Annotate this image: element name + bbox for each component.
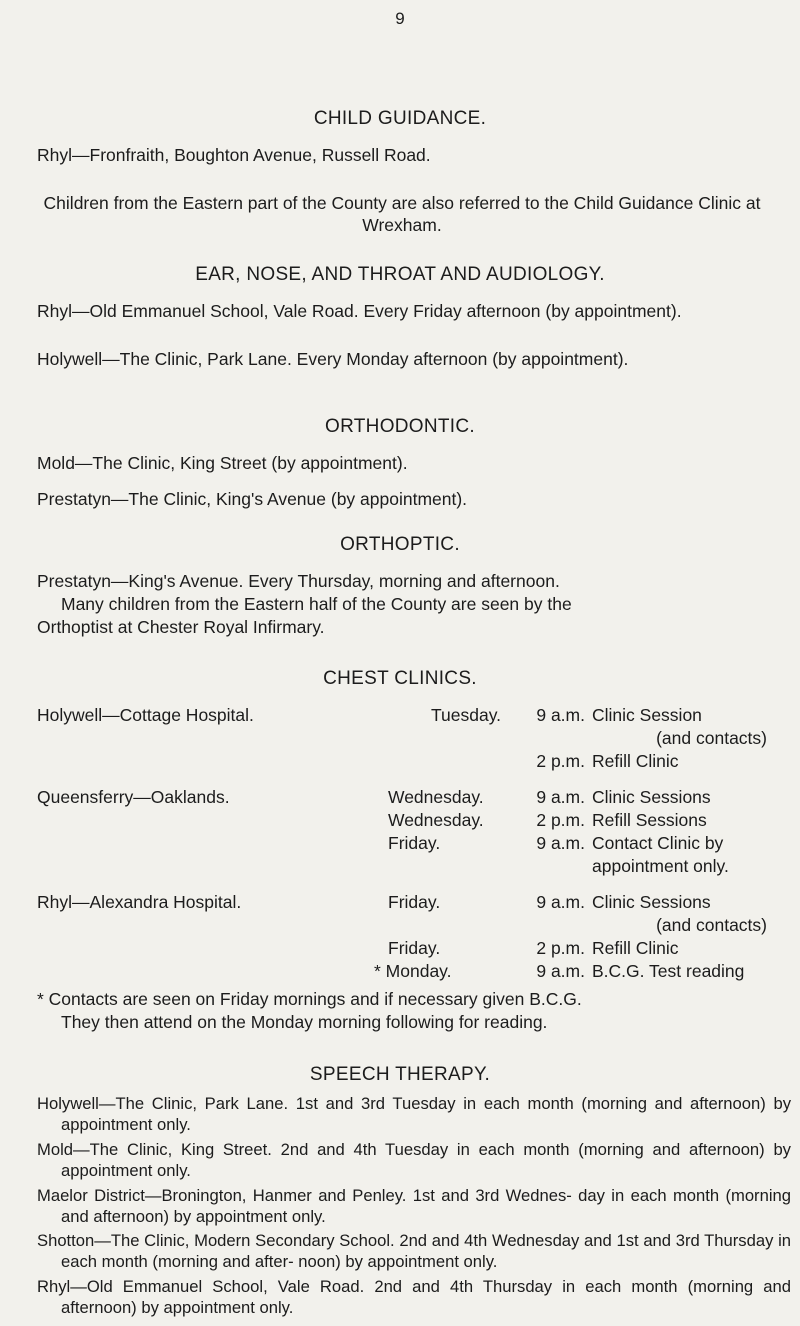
ent-holywell: Holywell—The Clinic, Park Lane. Every Monday afternoon (by appointment). <box>37 349 629 369</box>
chest-day: * Monday. <box>374 961 452 981</box>
child-guidance-heading: CHILD GUIDANCE. <box>313 108 487 129</box>
orthoptic-line3: Orthoptist at Chester Royal Infirmary. <box>37 617 325 637</box>
chest-desc: Clinic Sessions <box>592 892 711 912</box>
chest-place: Holywell—Cottage Hospital. <box>37 705 254 725</box>
chest-time: 9 a.m. <box>536 961 585 981</box>
chest-place: Rhyl—Alexandra Hospital. <box>37 892 242 912</box>
chest-time: 9 a.m. <box>536 705 585 725</box>
chest-place: Queensferry—Oaklands. <box>37 787 230 807</box>
chest-note-line1: * Contacts are seen on Friday mornings and if necessary given B.C.G. <box>37 989 582 1009</box>
speech-maelor: Maelor District—Bronington, Hanmer and Penley. 1st and 3rd Wednes- day in each month (morning and afternoon) by appointment only. <box>37 1185 791 1226</box>
orthodontic-prestatyn: Prestatyn—The Clinic, King's Avenue (by appointment). <box>37 489 468 509</box>
orthoptic-line2: Many children from the Eastern half of the County are seen by the <box>61 594 572 614</box>
chest-time: 2 p.m. <box>536 810 585 830</box>
ent-rhyl: Rhyl—Old Emmanuel School, Vale Road. Every Friday afternoon (by appointment). <box>37 301 682 321</box>
chest-day: Friday. <box>388 833 441 853</box>
chest-time: 9 a.m. <box>536 787 585 807</box>
chest-time: 2 p.m. <box>536 751 585 771</box>
chest-heading: CHEST CLINICS. <box>323 668 477 689</box>
orthoptic-line1: Prestatyn—King's Avenue. Every Thursday, morning and afternoon. <box>37 571 560 591</box>
chest-day: Wednesday. <box>388 787 484 807</box>
chest-desc: Refill Sessions <box>592 810 707 830</box>
chest-day: Tuesday. <box>431 705 502 725</box>
speech-holywell: Holywell—The Clinic, Park Lane. 1st and 3rd Tuesday in each month (morning and afternoon) by appointment only. <box>37 1094 791 1134</box>
orthodontic-mold: Mold—The Clinic, King Street (by appointment). <box>37 453 408 473</box>
chest-desc: Clinic Sessions <box>592 787 711 807</box>
child-guidance-para: Children from the Eastern part of the County are also referred to the Child Guidance Clinic at Wrexham. <box>43 193 761 235</box>
chest-day: Wednesday. <box>388 810 484 830</box>
speech-heading: SPEECH THERAPY. <box>309 1064 491 1085</box>
orthoptic-heading: ORTHOPTIC. <box>340 534 460 555</box>
page-number: 9 <box>395 9 405 28</box>
speech-mold: Mold—The Clinic, King Street. 2nd and 4th Tuesday in each month (morning and afternoon) by appointment only. <box>37 1139 791 1180</box>
chest-desc: appointment only. <box>592 856 729 876</box>
chest-desc: Clinic Session <box>592 705 702 725</box>
speech-rhyl: Rhyl—Old Emmanuel School, Vale Road. 2nd and 4th Thursday in each month (morning and afternoon) by appointment only. <box>37 1277 791 1318</box>
chest-time: 2 p.m. <box>536 938 585 958</box>
ent-heading: EAR, NOSE, AND THROAT AND AUDIOLOGY. <box>195 264 605 285</box>
chest-note-line2: They then attend on the Monday morning following for reading. <box>61 1012 548 1032</box>
chest-desc: Refill Clinic <box>592 751 679 771</box>
chest-desc: (and contacts) <box>656 915 767 935</box>
child-guidance-rhyl: Rhyl—Fronfraith, Boughton Avenue, Russell Road. <box>37 145 431 165</box>
chest-desc: Contact Clinic by <box>592 833 724 853</box>
chest-time: 9 a.m. <box>536 892 585 912</box>
chest-desc: B.C.G. Test reading <box>592 961 745 981</box>
orthodontic-heading: ORTHODONTIC. <box>325 416 475 437</box>
speech-shotton: Shotton—The Clinic, Modern Secondary School. 2nd and 4th Wednesday and 1st and 3rd Thursday in each month (morning and after- noon) by appointment only. <box>37 1231 791 1272</box>
chest-day: Friday. <box>388 938 441 958</box>
chest-time: 9 a.m. <box>536 833 585 853</box>
chest-desc: (and contacts) <box>656 728 767 748</box>
chest-desc: Refill Clinic <box>592 938 679 958</box>
chest-day: Friday. <box>388 892 441 912</box>
